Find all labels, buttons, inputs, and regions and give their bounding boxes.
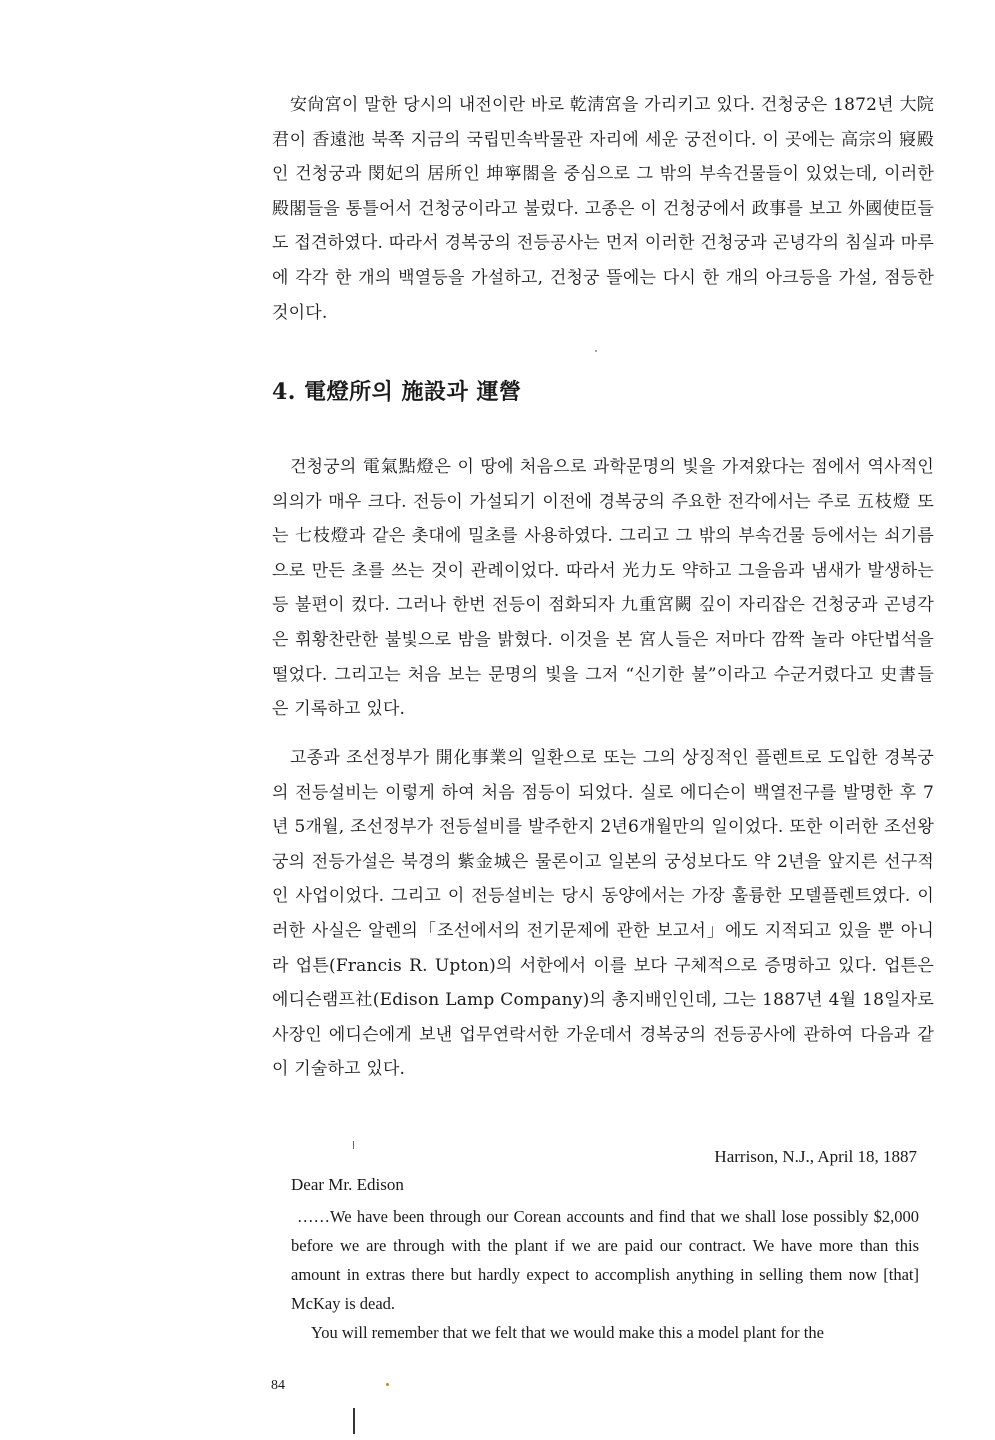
section-heading: 4. 電燈所의 施設과 運營 — [272, 379, 522, 405]
scan-mark — [353, 1408, 355, 1434]
scan-speck — [595, 350, 597, 352]
body-paragraph-1: 安尙宮이 말한 당시의 내전이란 바로 乾淸宮을 가리키고 있다. 건청궁은 1872년 大院君이 香遠池 북쪽 지금의 국립민속박물관 자리에 세운 궁전이다. 이 곳에는 高宗의 寢殿인 건청궁과 閔妃의 居所인 坤寧閤을 중심으로 그 밖의 부속건물들이 있었는데, 이러한 殿閣들을 통틀어서 건청궁이라고 불렀다. 고종은 이 건청궁에서 政事를 보고 外國使臣들도 접견하였다. 따라서 경복궁의 전등공사는 먼저 이러한 건청궁과 곤녕각의 침실과 마루에 각각 한 개의 백열등을 가설하고, 건청궁 뜰에는 다시 한 개의 아크등을 가설, 점등한 것이다. — [272, 95, 934, 323]
scan-speck — [386, 1383, 389, 1386]
scan-mark — [353, 1141, 354, 1149]
letter-place-date: Harrison, N.J., April 18, 1887 — [714, 1147, 917, 1166]
letter-body-1: ……We have been through our Corean accounts and find that we shall lose possibly $2,000 before we are through with the plant if we are paid our contract. We have more than this amount in extras there but hardly expect to accomplish anything in selling them now [that] McKay is dead. — [291, 1207, 919, 1313]
page-number: 84 — [271, 1378, 285, 1393]
body-paragraph-3: 고종과 조선정부가 開化事業의 일환으로 또는 그의 상징적인 플렌트로 도입한 경복궁의 전등설비는 이렇게 하여 처음 점등이 되었다. 실로 에디슨이 백열전구를 발명한 후 7년 5개월, 조선정부가 전등설비를 발주한지 2년6개월만의 일이었다. 또한 이러한 조선왕궁의 전등가설은 북경의 紫金城은 물론이고 일본의 궁성보다도 약 2년을 앞지른 선구적인 사업이었다. 그리고 이 전등설비는 당시 동양에서는 가장 훌륭한 모델플렌트였다. 이러한 사실은 알렌의「조선에서의 전기문제에 관한 보고서」에도 지적되고 있을 뿐 아니라 업튼(Francis R. Upton)의 서한에서 이를 보다 구체적으로 증명하고 있다. 업튼은 에디슨램프社(Edison Lamp Company)의 총지배인인데, 그는 1887년 4월 18일자로 사장인 에디슨에게 보낸 업무연락서한 가운데서 경복궁의 전등공사에 관하여 다음과 같이 기술하고 있다. — [272, 748, 934, 1080]
letter-body-2: You will remember that we felt that we would make this a model plant for the — [311, 1323, 824, 1342]
letter-salutation: Dear Mr. Edison — [291, 1175, 404, 1194]
body-paragraph-2: 건청궁의 電氣點燈은 이 땅에 처음으로 과학문명의 빛을 가져왔다는 점에서 역사적인 의의가 매우 크다. 전등이 가설되기 이전에 경복궁의 주요한 전각에서는 주로 五枝燈 또는 七枝燈과 같은 촛대에 밀초를 사용하였다. 그리고 그 밖의 부속건물 등에서는 쇠기름으로 만든 초를 쓰는 것이 관례이었다. 따라서 光力도 약하고 그을음과 냄새가 발생하는 등 불편이 컸다. 그러나 한번 전등이 점화되자 九重宮闕 깊이 자리잡은 건청궁과 곤녕각은 휘황찬란한 불빛으로 밤을 밝혔다. 이것을 본 宮人들은 저마다 깜짝 놀라 야단법석을 떨었다. 그리고는 처음 보는 문명의 빛을 그저 “신기한 불”이라고 수군거렸다고 史書들은 기록하고 있다. — [272, 457, 934, 720]
